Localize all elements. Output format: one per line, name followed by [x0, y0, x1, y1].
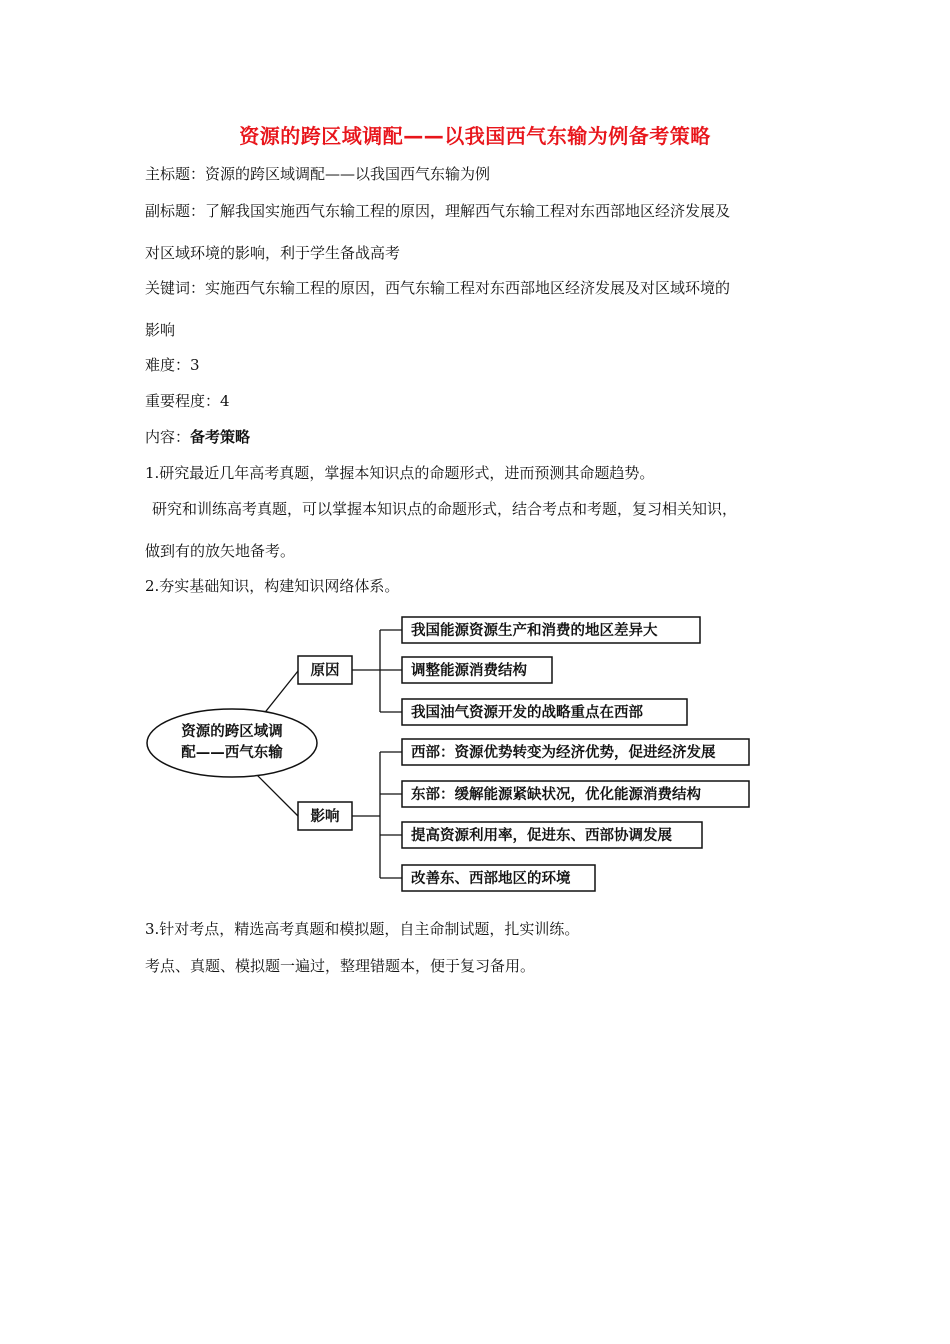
subtitle-text-line2: 对区域环境的影响，利于学生备战高考 [145, 244, 401, 262]
keywords-text-line1: 实施西气东输工程的原因，西气东输工程对东西部地区经济发展及对区域环境的 [205, 279, 731, 297]
reason-item: 我国能源资源生产和消费的地区差异大 [411, 623, 658, 639]
content-value: 备考策略 [190, 428, 251, 446]
keywords-label: 关键词： [145, 279, 206, 297]
root-node [147, 709, 317, 777]
step-2: 2.夯实基础知识，构建知识网络体系。 [145, 577, 400, 595]
main-title-label: 主标题： [145, 165, 206, 183]
reason-item: 调整能源消费结构 [411, 663, 527, 679]
importance: 重要程度：4 [145, 392, 230, 410]
document-title: 资源的跨区域调配——以我国西气东输为例备考策略 [239, 124, 711, 148]
branch-reason-label: 原因 [310, 663, 340, 679]
content-label: 内容： [145, 428, 191, 446]
impact-item: 西部：资源优势转变为经济优势，促进经济发展 [411, 745, 716, 761]
step-1-detail-line2: 做到有的放矢地备考。 [145, 542, 296, 560]
keywords-text-line2: 影响 [145, 321, 176, 339]
impact-item: 东部：缓解能源紧缺状况，优化能源消费结构 [411, 787, 701, 803]
reason-item: 我国油气资源开发的战略重点在西部 [411, 705, 643, 721]
root-label-line2: 配——西气东输 [181, 745, 283, 761]
subtitle-label: 副标题： [145, 202, 206, 220]
step-1: 1.研究最近几年高考真题，掌握本知识点的命题形式，进而预测其命题趋势。 [145, 464, 655, 482]
step-3: 3.针对考点，精选高考真题和模拟题，自主命制试题，扎实训练。 [145, 920, 580, 938]
root-label-line1: 资源的跨区域调 [181, 724, 283, 740]
subtitle-text-line1: 了解我国实施西气东输工程的原因，理解西气东输工程对东西部地区经济发展及 [205, 202, 731, 220]
main-title-value: 资源的跨区域调配——以我国西气东输为例 [205, 165, 491, 183]
impact-item: 提高资源利用率，促进东、西部协调发展 [411, 828, 672, 844]
step-3-detail: 考点、真题、模拟题一遍过，整理错题本，便于复习备用。 [145, 957, 536, 975]
step-1-detail-line1: 研究和训练高考真题，可以掌握本知识点的命题形式，结合考点和考题，复习相关知识， [152, 500, 738, 518]
difficulty: 难度：3 [145, 356, 200, 374]
impact-item: 改善东、西部地区的环境 [411, 871, 571, 887]
branch-impact-label: 影响 [310, 809, 340, 825]
